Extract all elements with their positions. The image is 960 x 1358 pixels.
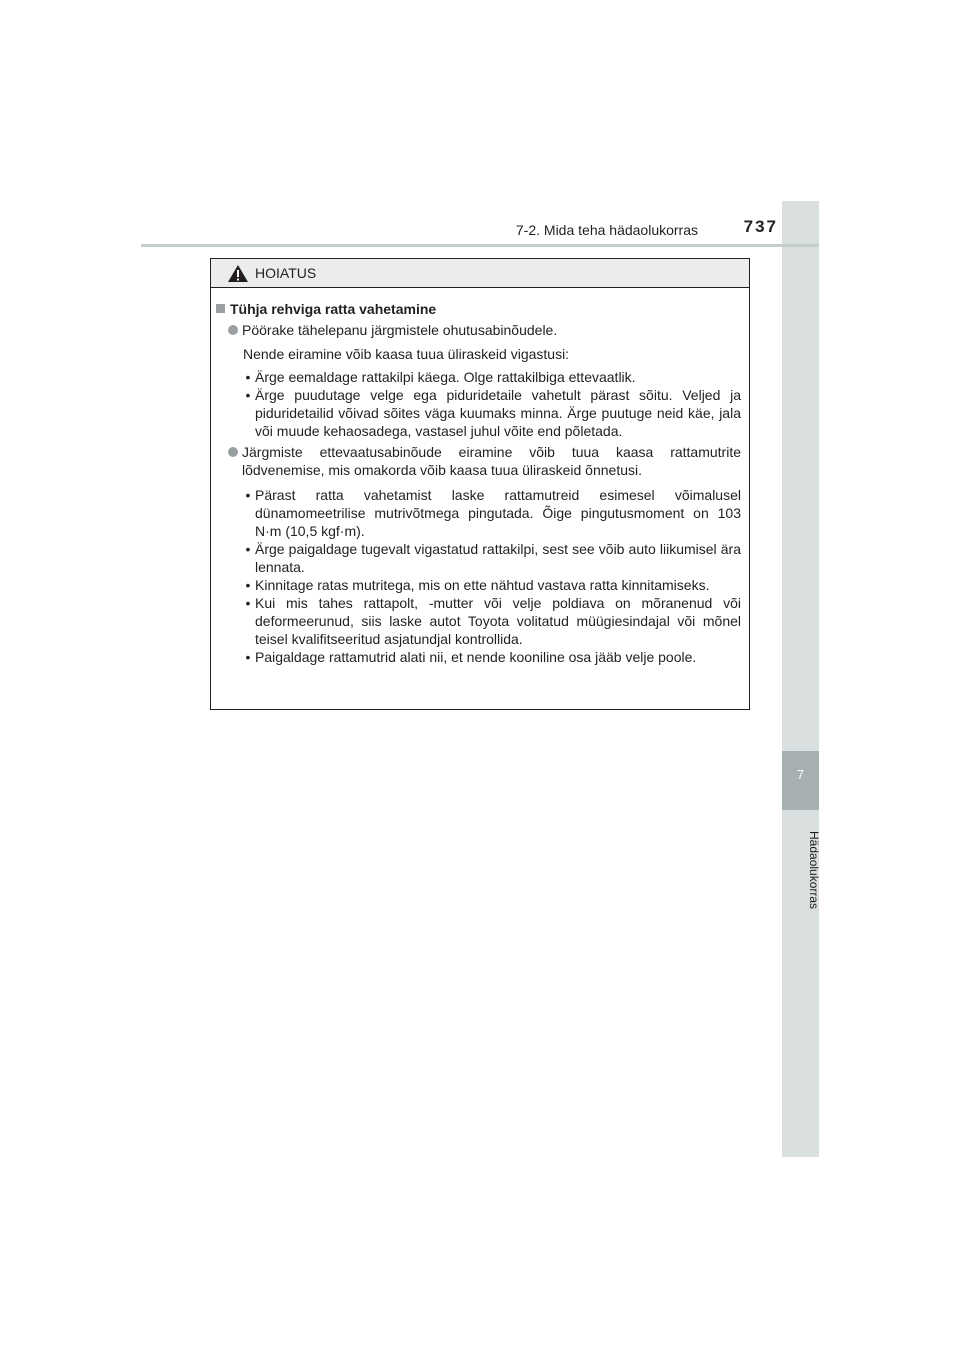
circle-bullet-icon <box>228 447 238 457</box>
point-2 <box>228 443 741 479</box>
warning-title: HOIATUS <box>255 265 317 281</box>
list-item: • Ärge puudutage velge ega piduridetaile vahetult pärast sõitu. Veljed ja piduridetailid võivad sõites väga kuumaks minna. Ärge puutuge neid käe, jala või muude kehaosadega, vastasel juhul võite end põletada. <box>245 387 741 439</box>
warning-box <box>210 258 750 710</box>
warning-body <box>211 288 749 666</box>
list-item: • Paigaldage rattamutrid alati nii, et nende kooniline osa jääb velje poole. <box>245 649 697 665</box>
side-tab <box>782 201 819 1157</box>
circle-bullet-icon <box>228 325 238 335</box>
list-item: • Ärge paigaldage tugevalt vigastatud rattakilpi, sest see võib auto liikumisel ära lennata. <box>245 541 741 575</box>
point-1-intro: Nende eiramine võib kaasa tuua üliraskeid vigastusi: <box>243 346 570 362</box>
warning-triangle-icon <box>227 264 249 283</box>
section-title: 7-2. Mida teha hädaolukorras <box>515 222 698 238</box>
point-1-text: Pöörake tähelepanu järgmistele ohutusabinõudele. <box>242 322 558 338</box>
warning-heading <box>215 300 741 318</box>
point-2-text: Järgmiste ettevaatusabinõude eiramine võib tuua kaasa rattamutrite lõdvenemise, mis omakorda võib kaasa tuua üliraskeid õnnetusi. <box>242 444 741 478</box>
point-1-bullets <box>241 368 741 440</box>
header-rule <box>141 244 819 247</box>
list-item: • Ärge eemaldage rattakilpi käega. Olge rattakilbiga ettevaatlik. <box>245 369 636 385</box>
heading-text: Tühja rehviga ratta vahetamine <box>230 301 437 317</box>
list-item: • Kinnitage ratas mutritega, mis on ette nähtud vastava ratta kinnitamiseks. <box>245 577 710 593</box>
point-2-bullets <box>241 486 741 666</box>
square-bullet-icon <box>216 304 225 313</box>
list-item: • Kui mis tahes rattapolt, -mutter või velje poldiava on mõranenud või deformeerunud, siis laske autot Toyota volitatud müügiesindajal või mõnel teisel kvalifitseeritud asjatundjal kontrollida. <box>245 595 741 647</box>
list-item: • Pärast ratta vahetamist laske rattamutreid esimesel võimalusel dünamomeetrilise mutrivõtmega pingutada. Õige pingutusmoment on 103 N·m (10,5 kgf·m). <box>245 487 741 539</box>
chapter-number: 7 <box>796 767 805 782</box>
point-1 <box>228 321 741 339</box>
warning-header <box>211 259 749 288</box>
page-number: 737 <box>743 217 778 236</box>
chapter-name: Hädaolukorras <box>807 830 821 910</box>
